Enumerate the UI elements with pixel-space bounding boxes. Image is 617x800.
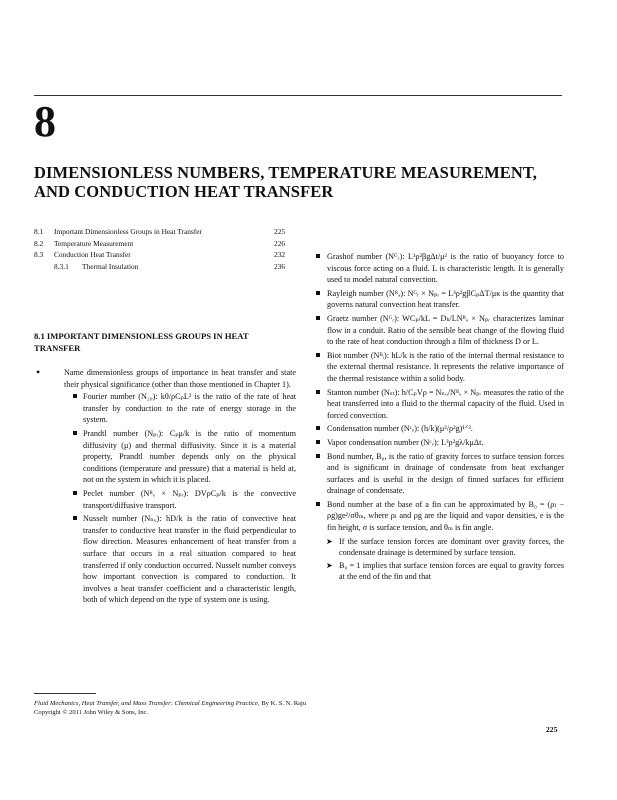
chapter-title: DIMENSIONLESS NUMBERS, TEMPERATURE MEASUREMENT, AND CONDUCTION HEAT TRANSFER [34,163,537,201]
item-text: Prandtl number (Nₚᵣ): Cₚμ/k is the ratio of momentum diffusivity (μ) and thermal diffusivity. Since it is a material property, Prandtl number depends only on the physical conditions (temperature and pressure) that a material is held at, not on the system in which it is placed. [83,428,296,485]
item-text: Vapor condensation number (Nᶜᵥ): L³ρ²gλ/kμΔt. [327,437,484,447]
bullet-icon: • [36,365,41,379]
square-bullet-icon [316,316,320,320]
list-item [314,350,564,385]
item-text: B₀ = 1 implies that surface tension forces are equal to gravity forces at the end of the fin and that [339,560,564,582]
item-text: Peclet number (Nᴿₑ × Nₚᵣ): DVρCₚ/k is the convective transport/diffusive transport. [83,488,296,510]
page-number: 225 [546,725,558,734]
footnote [34,699,574,717]
item-text: If the surface tension forces are dominant over gravity forces, the condensate drainage is determined by surface tension. [339,536,564,558]
square-bullet-icon [73,491,77,495]
square-bullet-icon [316,390,320,394]
square-bullet-icon [73,394,77,398]
toc-label: Temperature Measurement [54,238,134,248]
list-item [314,313,564,348]
square-bullet-icon [316,353,320,357]
top-rule [34,95,562,96]
sub-list-item [314,560,564,583]
toc-page: 232 [274,250,286,259]
section-heading: 8.1 IMPORTANT DIMENSIONLESS GROUPS IN HEAT TRANSFER [34,331,249,353]
toc-label: Important Dimensionless Groups in Heat Transfer [54,227,202,236]
item-text: Bond number, B₀, is the ratio of gravity forces to surface tension forces and is significant in drainage of condensate from heat exchanger surfaces and is useful in the design of finned surfaces for efficient drainage of condensate. [327,451,564,496]
table-of-contents [34,226,296,272]
list-item [314,499,564,534]
list-item [314,423,564,435]
book-title: Fluid Mechanics, Heat Transfer, and Mass Transfer: Chemical Engineering Practice, [34,700,260,707]
square-bullet-icon [316,291,320,295]
list-item [314,437,564,449]
square-bullet-icon [316,440,320,444]
toc-number: 8.3.1 [54,261,69,271]
toc-number: 8.1 [34,227,44,236]
book-author: By K. S. N. Raju [259,700,307,707]
toc-number: 8.2 [34,238,44,248]
item-text: Fourier number (N₂₀): kθ/ρCₚL² is the ratio of the rate of heat transfer by conduction to the rate of energy storage in the system. [83,392,296,425]
toc-entry[interactable] [34,238,296,250]
item-text: Nusselt number (Nₙᵤ): hD/k is the ratio of convective heat transfer to conductive heat transfer in the fluid perpendicular to flow direction. Measures enhancement of heat transfer from a surface that occurs in a real situation compared to heat transferred if only conduction occurred. Nusselt number conveys how important convection is compared to conduction. It involves a heat transfer coefficient and a characteristic length, both of which depend on the type of system one is using. [83,514,296,605]
list-item [34,367,296,390]
sub-list-item [314,536,564,559]
list-item [314,288,564,311]
toc-entry[interactable] [34,226,296,238]
footnote-rule [34,693,96,694]
right-column [314,251,564,584]
toc-label: Thermal Insulation [82,261,139,271]
toc-entry[interactable] [34,261,296,273]
item-text: Bond number at the base of a fin can be approximated by B₀ = (ρₗ − ρg)ge²/σθₘ, where ρₗ and ρg are the liquid and vapor densities, e is the fin height, σ is surface tension, and θₘ is fin angle. [327,499,564,533]
item-text: Graetz number (Nᴳᵣ): WCₚ/kL = Dₖ/LNᴿₑ × Nₚᵣ characterizes laminar flow in a conduit. Ratio of the sensible heat change of the flowing fluid to the rate of heat conduction through a film of thickness D or L. [327,313,564,347]
square-bullet-icon [316,454,320,458]
left-column [34,367,296,608]
item-text: Rayleigh number (Nᴿₐ): Nᴳᵣ × Nₚᵣ = L³ρ²gβCₚΔT/μκ is the quantity that governs natural convection heat transfer. [327,288,564,310]
chapter-number: 8 [34,97,56,146]
square-bullet-icon [73,431,77,435]
toc-number: 8.3 [34,250,44,259]
toc-page: 236 [274,261,286,271]
item-text: Stanton number (Nₛₜ): h/CₚVρ = Nₙᵤ/Nᴿₑ × Nₚᵣ measures the ratio of the heat transferred into a fluid to the thermal capacity of the fluid. Used in forced convection. [327,387,564,420]
square-bullet-icon [316,502,320,506]
list-item [314,387,564,422]
list-item [314,451,564,497]
square-bullet-icon [316,426,320,430]
toc-page: 226 [274,238,286,248]
intro-text: Name dimensionless groups of importance in heat transfer and state their physical significance (other than those mentioned in Chapter 1). [64,368,296,389]
list-item [34,488,296,511]
list-item [34,428,296,486]
list-item [34,391,296,426]
toc-page: 225 [274,227,286,236]
toc-entry[interactable] [34,249,296,261]
arrow-bullet-icon: ➤ [326,560,333,570]
item-text: Condensation number (Nᶜₒ): (h/k)(μ²/ρ²g)¹ᐟ³. [327,424,473,434]
item-text: Grashof number (Nᴳᵣ): L³ρ²βgΔt/μ² is the ratio of buoyancy force to viscous force acting on a fluid. L is characteristic length. It is generally used to model natural convection. [327,252,564,285]
square-bullet-icon [316,254,320,258]
toc-label: Conduction Heat Transfer [54,250,131,259]
square-bullet-icon [73,516,77,520]
copyright: Copyright © 2011 John Wiley & Sons, Inc. [34,709,149,716]
list-item [34,513,296,606]
arrow-bullet-icon: ➤ [326,536,333,546]
list-item [314,251,564,286]
item-text: Biot number (Nᴮᵢ): hL/k is the ratio of the internal thermal resistance to the external thermal resistance. It represents the relative importance of the thermal resistance within a solid body. [327,350,564,383]
